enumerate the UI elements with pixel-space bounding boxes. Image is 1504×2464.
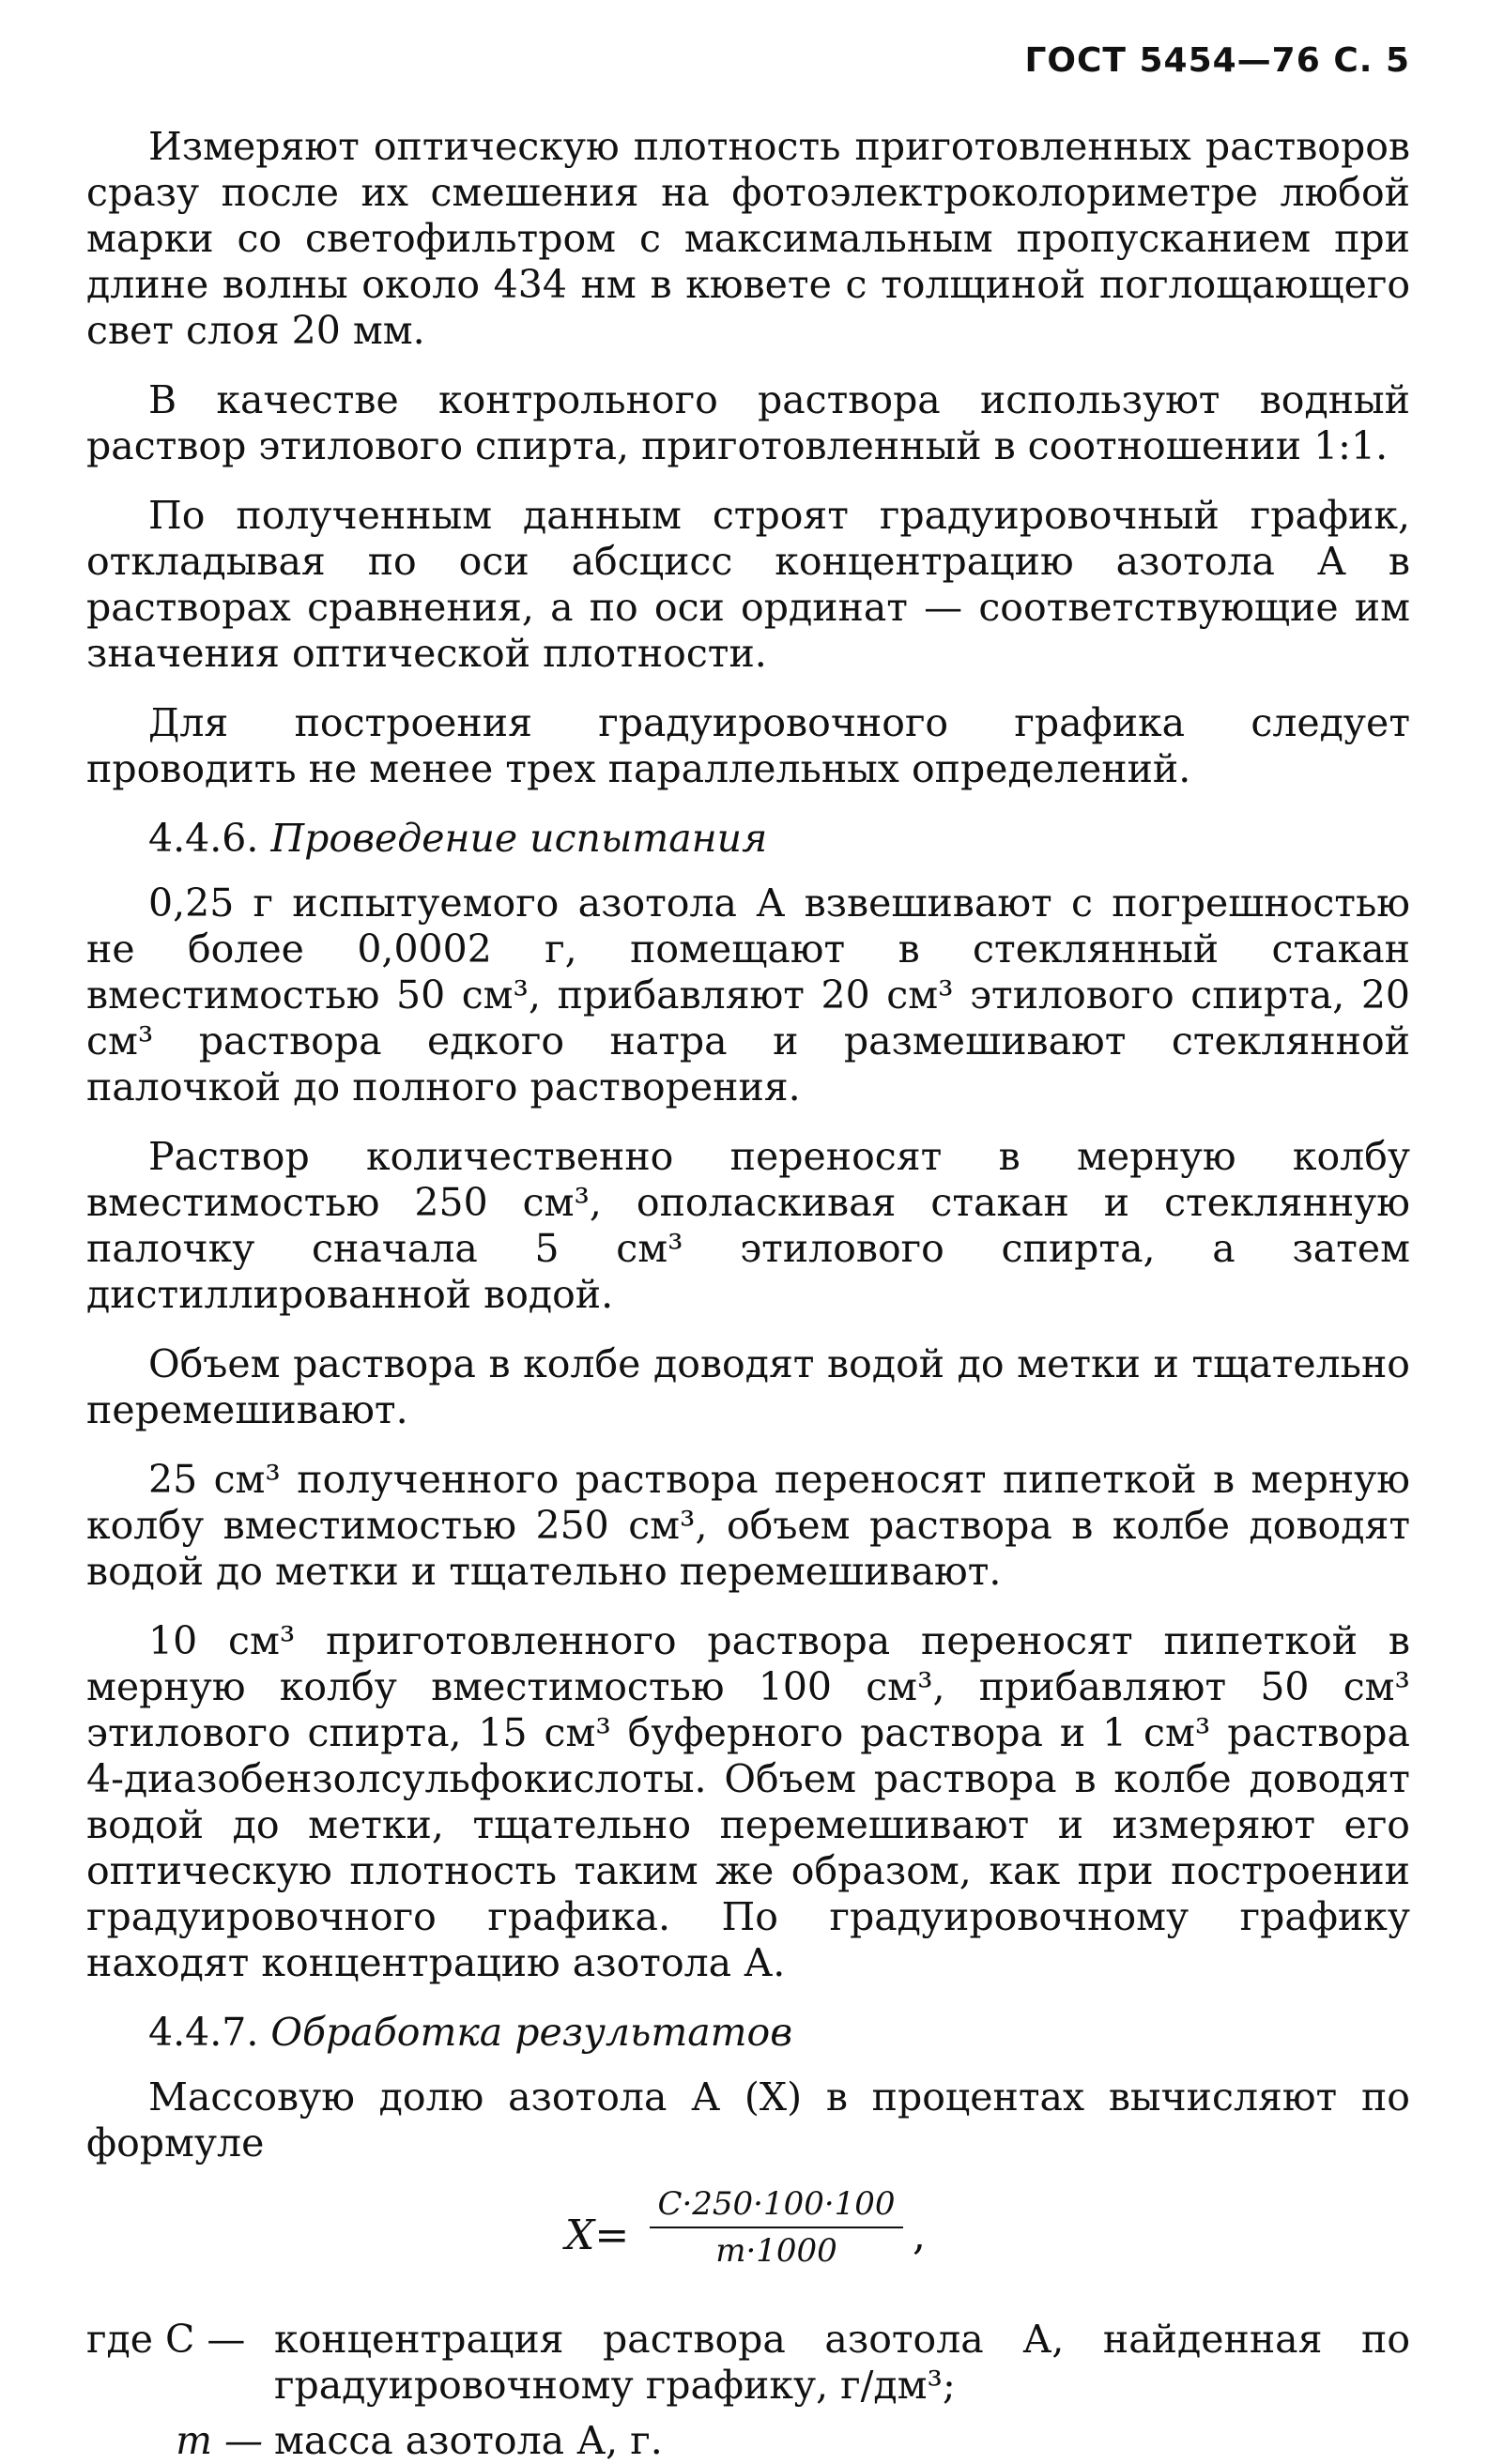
definition-m-text: масса азотола А, г. — [274, 2418, 663, 2463]
formula-denominator: m·1000 — [715, 2232, 837, 2270]
paragraph: По полученным данным строят градуировочный график, откладывая по оси абсцисс концентрацию азотола А в растворах сравнения, а по оси ординат — соответствующие им значения оптической плотности. — [86, 493, 1410, 676]
formula-intro: Массовую долю азотола А (X) в процентах вычисляют по формуле — [86, 2074, 1410, 2166]
definition-c — [86, 2317, 1410, 2409]
definition-c-text: концентрация раствора азотола А, найденная по градуировочному графику, г/дм³; — [274, 2317, 1410, 2408]
definition-m-label: m — — [176, 2418, 263, 2463]
document-body — [86, 124, 1410, 2464]
section-number: 4.4.6. — [148, 816, 259, 861]
definition-m — [86, 2418, 1410, 2464]
section-title: Обработка результатов — [270, 2010, 793, 2055]
definition-c-label: где C — — [86, 2317, 246, 2362]
page-header: ГОСТ 5454—76 С. 5 — [1024, 41, 1410, 80]
paragraph: 0,25 г испытуемого азотола А взвешивают с погрешностью не более 0,0002 г, помещают в стеклянный стакан вместимостью 50 см³, прибавляют 20 см³ этилового спирта, 20 см³ раствора едкого натра и размешивают стеклянной палочкой до полного растворения. — [86, 880, 1410, 1110]
formula-comma: , — [913, 2211, 926, 2259]
section-number: 4.4.7. — [148, 2010, 259, 2055]
variable-definitions — [86, 2317, 1410, 2464]
paragraph: Измеряют оптическую плотность приготовленных растворов сразу после их смешения на фотоэлектроколориметре любой марки со светофильтром с максимальным пропусканием при длине волны около 434 нм в кювете с толщиной поглощающего свет слоя 20 мм. — [86, 124, 1410, 353]
section-heading-4-4-7 — [86, 2010, 1410, 2056]
paragraph: В качестве контрольного раствора используют водный раствор этилового спирта, приготовленный в соотношении 1:1. — [86, 377, 1410, 468]
formula-numerator: C·250·100·100 — [650, 2185, 903, 2228]
paragraph: Раствор количественно переносят в мерную колбу вместимостью 250 см³, ополаскивая стакан и стеклянную палочку сначала 5 см³ этилового спирта, а затем дистиллированной водой. — [86, 1134, 1410, 1317]
paragraph: Объем раствора в колбе доводят водой до метки и тщательно перемешивают. — [86, 1341, 1410, 1432]
paragraph: Для построения градуировочного графика следует проводить не менее трех параллельных определений. — [86, 700, 1410, 791]
paragraph: 25 см³ полученного раствора переносят пипеткой в мерную колбу вместимостью 250 см³, объем раствора в колбе доводят водой до метки и тщательно перемешивают. — [86, 1457, 1410, 1594]
paragraph: 10 см³ приготовленного раствора переносят пипеткой в мерную колбу вместимостью 100 см³, прибавляют 50 см³ этилового спирта, 15 см³ буферного раствора и 1 см³ раствора 4-диазобензолсульфокислоты. Объем раствора в колбе доводят водой до метки, тщательно перемешивают и измеряют его оптическую плотность таким же образом, как при построении градуировочного графика. По градуировочному графику находят концентрацию азотола А. — [86, 1618, 1410, 1985]
formula — [86, 2185, 1410, 2288]
formula-fraction — [650, 2185, 903, 2270]
formula-lhs: X= — [565, 2211, 630, 2259]
section-title: Проведение испытания — [270, 816, 768, 861]
section-heading-4-4-6 — [86, 816, 1410, 862]
